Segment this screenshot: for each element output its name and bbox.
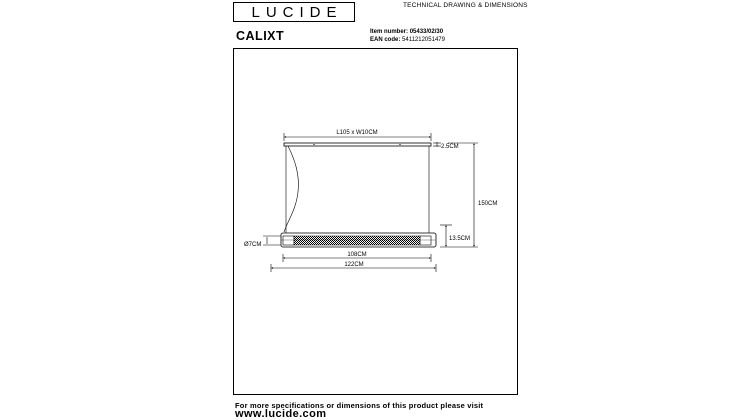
ceiling-plate bbox=[284, 143, 431, 146]
left-end-cap bbox=[283, 236, 294, 245]
total-length-label: 122CM bbox=[344, 262, 364, 268]
diffuser-grill bbox=[294, 236, 420, 245]
tube-diameter-dimension bbox=[244, 236, 281, 248]
tube-diameter-label: Ø7CM bbox=[244, 242, 262, 248]
plate-height-label: 2.5CM bbox=[441, 144, 459, 150]
item-number-value: 05433/02/30 bbox=[409, 29, 444, 35]
website-link[interactable]: www.lucide.com bbox=[235, 408, 327, 420]
document-type: TECHNICAL DRAWING & DIMENSIONS bbox=[403, 2, 528, 9]
body-height-dimension bbox=[440, 225, 470, 246]
footer-note: For more specifications or dimensions of this product please visit bbox=[235, 401, 484, 410]
inner-length-label: 108CM bbox=[347, 252, 367, 258]
right-end-cap bbox=[420, 236, 431, 245]
body-height-label: 13.5CM bbox=[449, 236, 471, 242]
product-name: CALIXT bbox=[236, 29, 285, 43]
lamp-body bbox=[281, 233, 436, 247]
total-length-dimension bbox=[271, 262, 436, 272]
suspension-cables bbox=[284, 146, 429, 233]
inner-length-dimension bbox=[283, 252, 431, 262]
top-plate-dimension bbox=[284, 130, 431, 141]
ean-label: EAN code: bbox=[370, 37, 401, 43]
ean-value: 5411212051479 bbox=[402, 37, 445, 43]
brand-logo-text: LUCIDE bbox=[251, 3, 343, 21]
total-height-dimension bbox=[440, 143, 497, 247]
top-plate-label: L105 x W10CM bbox=[336, 130, 378, 136]
total-height-label: 150CM bbox=[478, 201, 498, 207]
item-number-label: Item number: bbox=[370, 29, 409, 35]
